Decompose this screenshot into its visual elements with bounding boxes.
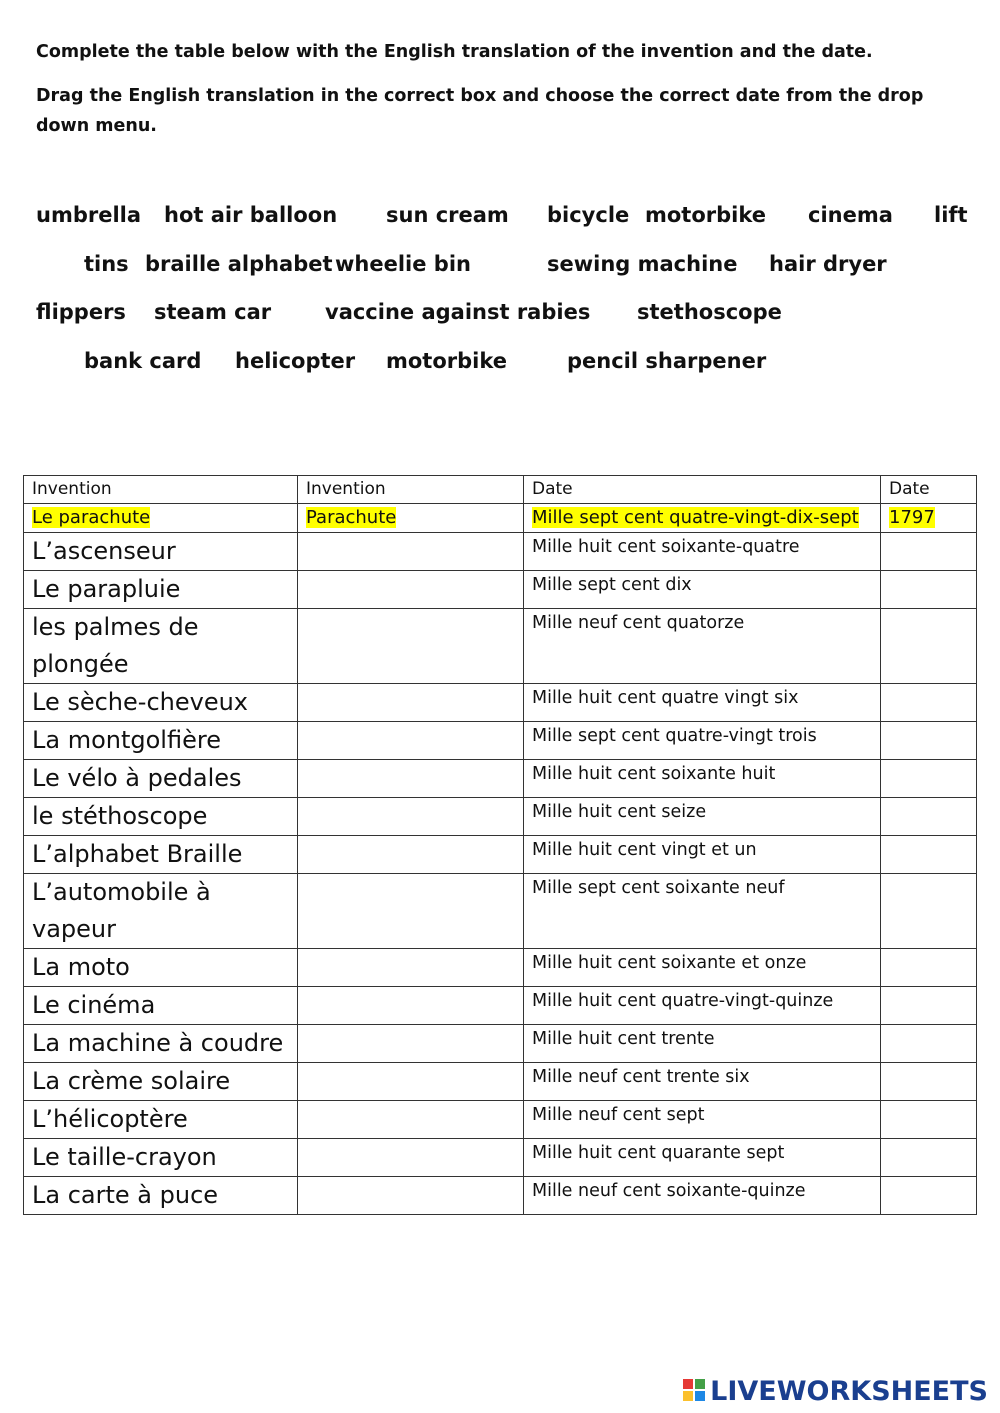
- liveworksheets-logo: [683, 1375, 988, 1407]
- instruction-line-2: Drag the English translation in the correct box and choose the correct date from the drop down menu.: [36, 86, 924, 136]
- french-invention: L’automobile à vapeur: [24, 874, 298, 949]
- liveworksheets-logo-icon: [683, 1379, 707, 1403]
- french-invention: Le sèche-cheveux: [24, 684, 298, 722]
- header-date-number: Date: [881, 476, 977, 504]
- english-drop-box[interactable]: [298, 874, 524, 949]
- word-helicopter[interactable]: helicopter: [235, 349, 356, 373]
- table-row: [24, 571, 977, 609]
- french-date: Mille neuf cent soixante-quinze: [524, 1177, 881, 1215]
- french-date: Mille sept cent soixante neuf: [524, 874, 881, 949]
- french-date: Mille sept cent quatre-vingt trois: [524, 722, 881, 760]
- french-date: Mille huit cent vingt et un: [524, 836, 881, 874]
- table-row: [24, 1101, 977, 1139]
- english-drop-box[interactable]: [298, 571, 524, 609]
- word-wheelie-bin[interactable]: wheelie bin: [335, 252, 471, 276]
- english-drop-box[interactable]: [298, 987, 524, 1025]
- french-invention: L’alphabet Braille: [24, 836, 298, 874]
- date-dropdown[interactable]: [881, 571, 977, 609]
- example-date: 1797: [881, 504, 977, 533]
- header-invention-french: Invention: [24, 476, 298, 504]
- french-date: Mille huit cent seize: [524, 798, 881, 836]
- instruction-line-1: Complete the table below with the English translation of the invention and the date.: [36, 42, 873, 62]
- french-invention: Le taille-crayon: [24, 1139, 298, 1177]
- english-drop-box[interactable]: [298, 1101, 524, 1139]
- french-invention: le stéthoscope: [24, 798, 298, 836]
- english-drop-box[interactable]: [298, 609, 524, 684]
- french-invention: L’ascenseur: [24, 533, 298, 571]
- english-drop-box[interactable]: [298, 684, 524, 722]
- word-stethoscope[interactable]: stethoscope: [637, 300, 782, 324]
- table-row: [24, 760, 977, 798]
- french-date: Mille huit cent quatre-vingt-quinze: [524, 987, 881, 1025]
- french-date: Mille neuf cent sept: [524, 1101, 881, 1139]
- word-vaccine-against-rabies[interactable]: vaccine against rabies: [325, 300, 591, 324]
- table-row: [24, 684, 977, 722]
- date-dropdown[interactable]: [881, 760, 977, 798]
- inventions-table: [23, 475, 977, 1215]
- example-date-text: Mille sept cent quatre-vingt-dix-sept: [524, 504, 881, 533]
- word-bank-card[interactable]: bank card: [84, 349, 202, 373]
- word-sun-cream[interactable]: sun cream: [386, 203, 509, 227]
- table-row: [24, 1177, 977, 1215]
- english-drop-box[interactable]: [298, 533, 524, 571]
- french-date: Mille sept cent dix: [524, 571, 881, 609]
- english-drop-box[interactable]: [298, 1025, 524, 1063]
- date-dropdown[interactable]: [881, 836, 977, 874]
- word-lift[interactable]: lift: [934, 203, 968, 227]
- french-invention: Le parapluie: [24, 571, 298, 609]
- example-english: Parachute: [298, 504, 524, 533]
- date-dropdown[interactable]: [881, 987, 977, 1025]
- table-row: [24, 798, 977, 836]
- french-invention: les palmes de plongée: [24, 609, 298, 684]
- table-row: [24, 987, 977, 1025]
- french-date: Mille neuf cent quatorze: [524, 609, 881, 684]
- french-date: Mille neuf cent trente six: [524, 1063, 881, 1101]
- date-dropdown[interactable]: [881, 874, 977, 949]
- french-invention: La montgolfière: [24, 722, 298, 760]
- date-dropdown[interactable]: [881, 722, 977, 760]
- date-dropdown[interactable]: [881, 1139, 977, 1177]
- french-date: Mille huit cent soixante et onze: [524, 949, 881, 987]
- example-row: [24, 504, 977, 533]
- word-flippers[interactable]: flippers: [36, 300, 126, 324]
- word-tins[interactable]: tins: [84, 252, 129, 276]
- french-date: Mille huit cent soixante huit: [524, 760, 881, 798]
- date-dropdown[interactable]: [881, 684, 977, 722]
- french-invention: La moto: [24, 949, 298, 987]
- date-dropdown[interactable]: [881, 1177, 977, 1215]
- table-row: [24, 874, 977, 949]
- word-umbrella[interactable]: umbrella: [36, 203, 142, 227]
- date-dropdown[interactable]: [881, 1063, 977, 1101]
- french-invention: La carte à puce: [24, 1177, 298, 1215]
- date-dropdown[interactable]: [881, 609, 977, 684]
- french-invention: L’hélicoptère: [24, 1101, 298, 1139]
- date-dropdown[interactable]: [881, 798, 977, 836]
- table-row: [24, 1139, 977, 1177]
- word-sewing-machine[interactable]: sewing machine: [547, 252, 738, 276]
- word-motorbike[interactable]: motorbike: [645, 203, 767, 227]
- word-hot-air-balloon[interactable]: hot air balloon: [164, 203, 338, 227]
- word-braille-alphabet[interactable]: braille alphabet: [145, 252, 333, 276]
- table-header-row: [24, 476, 977, 504]
- french-date: Mille huit cent quatre vingt six: [524, 684, 881, 722]
- english-drop-box[interactable]: [298, 949, 524, 987]
- logo-text: LIVEWORKSHEETS: [710, 1375, 988, 1407]
- date-dropdown[interactable]: [881, 1025, 977, 1063]
- date-dropdown[interactable]: [881, 1101, 977, 1139]
- table-row: [24, 836, 977, 874]
- english-drop-box[interactable]: [298, 836, 524, 874]
- header-date-text: Date: [524, 476, 881, 504]
- english-drop-box[interactable]: [298, 798, 524, 836]
- french-invention: La machine à coudre: [24, 1025, 298, 1063]
- french-invention: Le cinéma: [24, 987, 298, 1025]
- table-row: [24, 1063, 977, 1101]
- word-hair-dryer[interactable]: hair dryer: [769, 252, 887, 276]
- french-invention: La crème solaire: [24, 1063, 298, 1101]
- english-drop-box[interactable]: [298, 1063, 524, 1101]
- date-dropdown[interactable]: [881, 533, 977, 571]
- example-french: Le parachute: [24, 504, 298, 533]
- word-cinema[interactable]: cinema: [808, 203, 893, 227]
- word-pencil-sharpener[interactable]: pencil sharpener: [567, 349, 767, 373]
- word-steam-car[interactable]: steam car: [154, 300, 272, 324]
- table-row: [24, 949, 977, 987]
- table-row: [24, 533, 977, 571]
- french-date: Mille huit cent trente: [524, 1025, 881, 1063]
- date-dropdown[interactable]: [881, 949, 977, 987]
- french-date: Mille huit cent soixante-quatre: [524, 533, 881, 571]
- english-drop-box[interactable]: [298, 722, 524, 760]
- french-invention: Le vélo à pedales: [24, 760, 298, 798]
- english-drop-box[interactable]: [298, 1177, 524, 1215]
- table-row: [24, 722, 977, 760]
- table-row: [24, 609, 977, 684]
- french-date: Mille huit cent quarante sept: [524, 1139, 881, 1177]
- word-bicycle[interactable]: bicycle: [547, 203, 630, 227]
- english-drop-box[interactable]: [298, 1139, 524, 1177]
- word-motorbike-2[interactable]: motorbike: [386, 349, 508, 373]
- header-invention-english: Invention: [298, 476, 524, 504]
- english-drop-box[interactable]: [298, 760, 524, 798]
- table-row: [24, 1025, 977, 1063]
